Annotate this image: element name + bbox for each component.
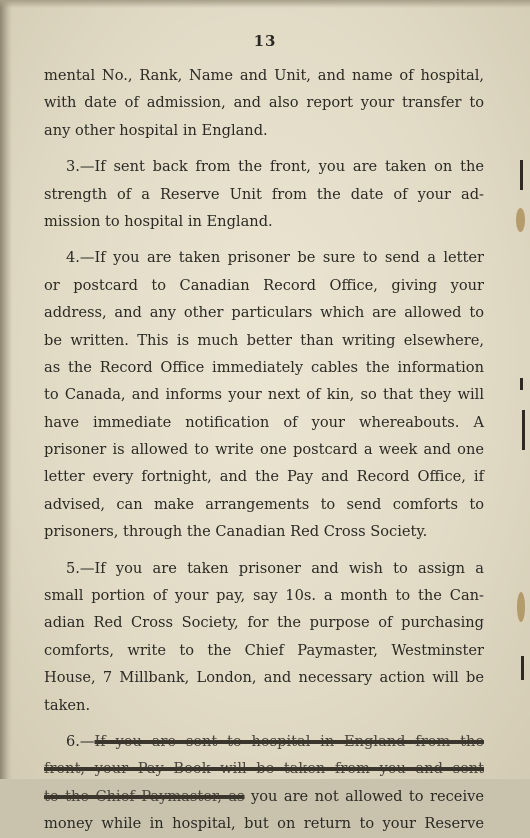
paragraph-4-line: as the Record Office immediately cables the information: [44, 358, 484, 376]
paragraph-4-line: prisoner is allowed to write one postcard a week and one: [44, 441, 484, 459]
body-text: [44, 62, 484, 838]
paragraph-6-line: [44, 755, 484, 782]
paragraph-6-line: [44, 783, 484, 810]
paragraph-3-line: strength of a Reserve Unit from the date of your ad-: [44, 185, 484, 203]
paragraph-4-line: 4.—If you are taken prisoner be sure to send a letter: [66, 249, 484, 267]
ink-stain: [516, 208, 525, 232]
paragraph-5-line: 5.—If you are taken prisoner and wish to assign a: [66, 559, 484, 577]
paragraph-3-line: 3.—If sent back from the front, you are taken on the: [66, 158, 484, 176]
struck-text: If you are sent to hospital in England from the: [94, 732, 484, 750]
paragraph-4-line: be written. This is much better than writing elsewhere,: [44, 331, 484, 349]
paragraph-4-line: to Canada, and informs your next of kin, so that they will: [44, 386, 484, 404]
page-top-edge: [0, 0, 530, 8]
paragraph-5-line: small portion of your pay, say 10s. a month to the Can-: [44, 587, 484, 605]
page-binding-edge: [0, 0, 12, 779]
margin-mark: [522, 410, 525, 450]
paragraph-4-line: advised, can make arrangements to send comforts to: [44, 495, 484, 513]
paragraph-4-line: letter every fortnight, and the Pay and Record Office, if: [44, 468, 484, 486]
page-number: 13: [253, 32, 277, 50]
struck-text: to the Chief Paymaster, as: [44, 787, 245, 805]
text-line: with date of admission, and also report your transfer to: [44, 94, 484, 112]
paragraph-5-line: comforts, write to the Chief Paymaster, Westminster: [44, 641, 484, 659]
paragraph-5-line: House, 7 Millbank, London, and necessary action will be: [44, 669, 484, 687]
text-line: mental No., Rank, Name and Unit, and name of hospital,: [44, 67, 484, 84]
paragraph-4-line: prisoners, through the Canadian Red Cross Society.: [44, 523, 428, 541]
paragraph-4-line: or postcard to Canadian Record Office, giving your: [44, 276, 484, 294]
ink-stain: [517, 592, 525, 622]
struck-text: front, your Pay Book will be taken from you and sent: [44, 760, 484, 778]
margin-mark: [521, 656, 524, 680]
paragraph-6-line: [44, 728, 484, 755]
text-line: any other hospital in England.: [44, 121, 268, 139]
paragraph-4-line: address, and any other particulars which are allowed to: [44, 304, 484, 322]
paragraph-5-line: taken.: [44, 696, 91, 714]
margin-mark: [520, 378, 523, 390]
paragraph-6-number: 6.—: [66, 732, 95, 750]
paragraph-5-line: adian Red Cross Society, for the purpose of purchasing: [44, 614, 484, 632]
paragraph-6-text: you are not allowed to receive: [244, 787, 484, 805]
paragraph-4-line: have immediate notification of your whereabouts. A: [44, 413, 484, 431]
paragraph-6-line: money while in hospital, but on return to your Reserve: [44, 815, 484, 833]
margin-mark: [520, 160, 523, 190]
paragraph-3-line: mission to hospital in England.: [44, 212, 273, 230]
